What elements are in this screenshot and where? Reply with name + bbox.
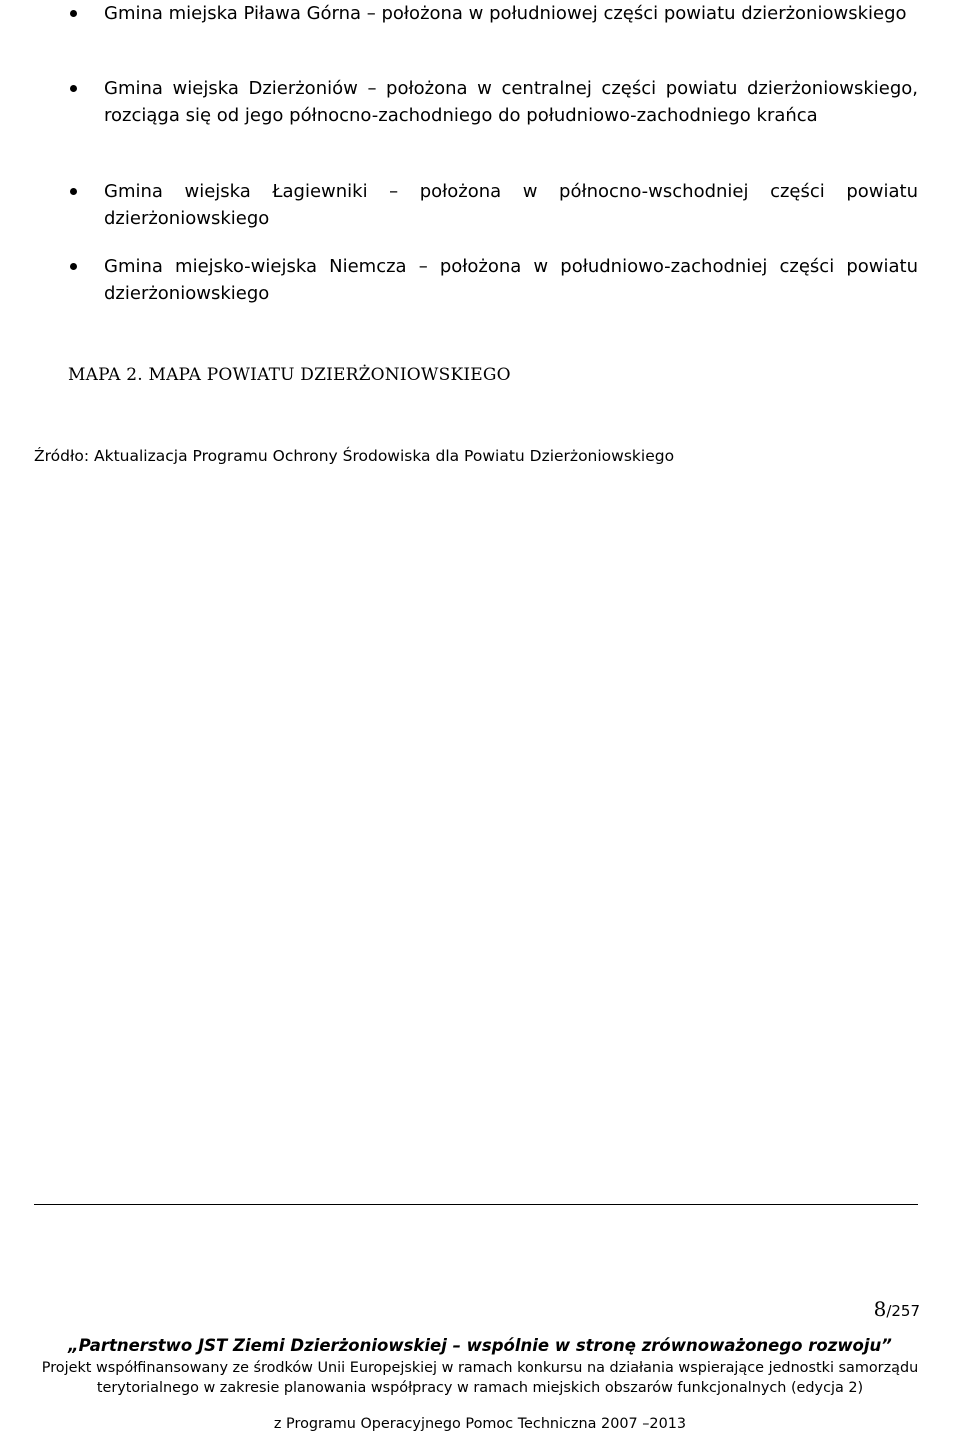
page-total: /257 — [886, 1302, 920, 1320]
list-item: Gmina miejsko-wiejska Niemcza – położona w południowo-zachodniej części powiatu dzierżoniowskiego — [104, 253, 918, 307]
list-item: Gmina wiejska Łagiewniki – położona w północno-wschodniej części powiatu dzierżoniowskiego — [104, 178, 918, 232]
footer-title: „Partnerstwo JST Ziemi Dzierżoniowskiej – wspólnie w stronę zrównoważonego rozwoju” — [68, 1336, 892, 1355]
map-caption: MAPA 2. MAPA POWIATU DZIERŻONIOWSKIEGO — [68, 365, 511, 385]
page-number — [874, 1296, 920, 1324]
map-image-area — [34, 480, 918, 1180]
list-item: Gmina miejska Piława Górna – położona w południowej części powiatu dzierżoniowskiego — [104, 0, 918, 27]
footer-divider — [34, 1204, 918, 1205]
list-item: Gmina wiejska Dzierżoniów – położona w centralnej części powiatu dzierżoniowskiego, rozciąga się od jego północno-zachodniego do południowo-zachodniego krańca — [104, 75, 918, 129]
map-source: Źródło: Aktualizacja Programu Ochrony Środowiska dla Powiatu Dzierżoniowskiego — [34, 447, 675, 465]
footer-funding-line: Projekt współfinansowany ze środków Unii Europejskiej w ramach konkursu na działania wspierające jednostki samorządu — [41, 1360, 919, 1376]
page-current: 8 — [873, 1297, 887, 1321]
footer-funding-line: terytorialnego w zakresie planowania współpracy w ramach miejskich obszarów funkcjonalnych (edycja 2) — [96, 1380, 864, 1396]
footer-program-line: z Programu Operacyjnego Pomoc Techniczna 2007 –2013 — [273, 1416, 687, 1432]
